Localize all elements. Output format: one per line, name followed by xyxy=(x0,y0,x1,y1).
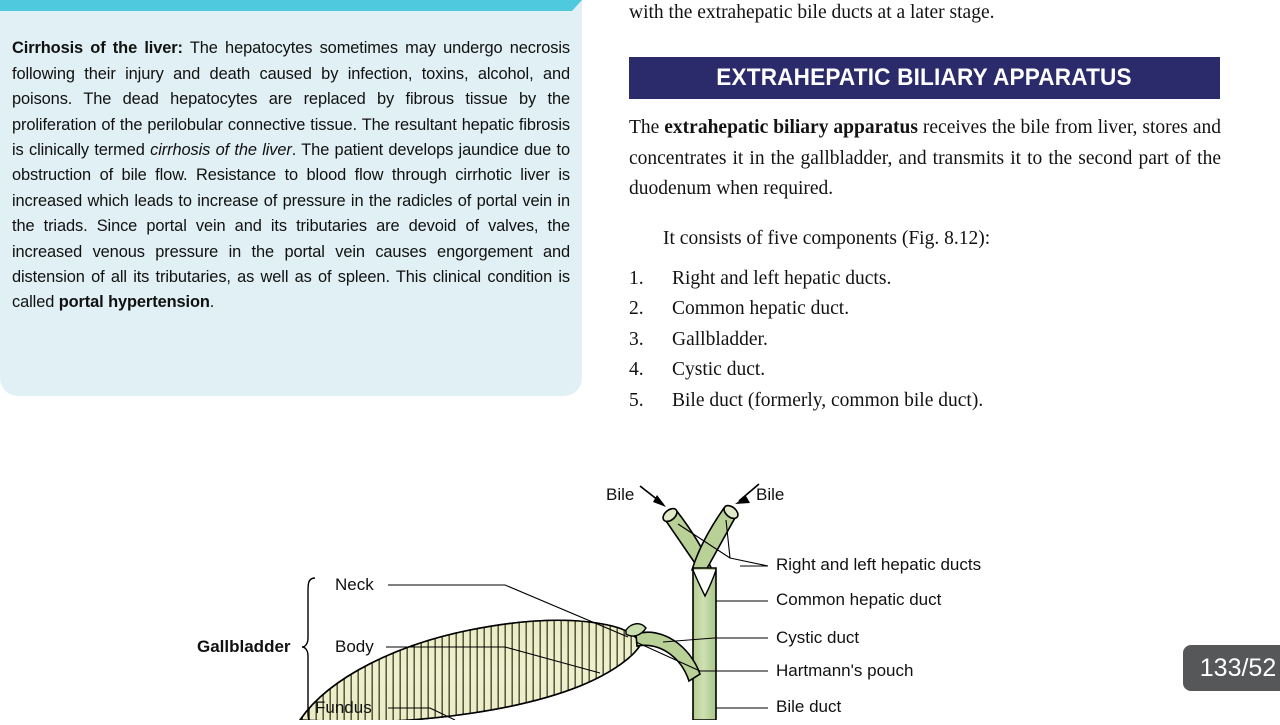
list-item-number: 3. xyxy=(629,328,644,350)
list-item xyxy=(629,294,1223,325)
figure-label-common-hepatic-duct: Common hepatic duct xyxy=(776,590,942,609)
figure-label-gallbladder-group: Gallbladder xyxy=(197,637,291,656)
continuation-line: with the extrahepatic bile ducts at a later stage. xyxy=(629,2,995,23)
intro-bold-term: extrahepatic biliary apparatus xyxy=(664,117,918,138)
clinical-note-body-3: . xyxy=(209,293,215,312)
gallbladder-brace xyxy=(302,578,315,720)
biliary-apparatus-figure xyxy=(0,430,1280,720)
list-item-label: Right and left hepatic ducts. xyxy=(672,267,892,289)
biliary-apparatus-svg xyxy=(0,430,1280,720)
list-item-number: 4. xyxy=(629,359,644,380)
section-header-banner xyxy=(629,57,1220,99)
page-number-badge[interactable] xyxy=(1183,645,1280,691)
clinical-note-bold-term-2: portal hypertension xyxy=(58,293,210,312)
figure-label-cystic-duct: Cystic duct xyxy=(776,628,860,647)
figure-label-right-and-left-hepatic-ducts: Right and left hepatic ducts xyxy=(776,555,982,574)
right-text-column xyxy=(629,0,1223,432)
list-item xyxy=(629,325,1223,356)
page-number-text: 133/52 xyxy=(1199,653,1277,682)
clinical-note-term: Cirrhosis of the liver: xyxy=(12,39,183,58)
list-item-number: 1. xyxy=(629,267,644,289)
list-item xyxy=(629,355,1223,386)
clinical-note-body-2: . The patient develops jaundice due to obstruction of bile flow. Resistance to blood flow through cirrhotic liver is increased which leads to increase of pressure in the radicles of portal vein in the triads. Since portal vein and its tributaries are devoid of valves, the increased venous pressure in the portal vein causes engorgement and distension of all its tributaries, as well as of spleen. This clinical condition is called xyxy=(12,141,571,312)
figure-label-bile-duct: Bile duct xyxy=(776,697,842,716)
clinical-note-body-1: The hepatocytes sometimes may undergo necrosis following their injury and death caused by infection, toxins, alcohol, and poisons. The dead hepatocytes are replaced by fibrous tissue by the proliferation of the perilobular connective tissue. The resultant hepatic fibrosis is clinically termed xyxy=(12,39,570,160)
figure-label-bile-right: Bile xyxy=(756,485,785,504)
figure-label-neck: Neck xyxy=(335,575,374,594)
list-item-number: 5. xyxy=(629,389,644,411)
intro-lead: The xyxy=(629,117,665,138)
consists-line: It consists of five components (Fig. 8.12): xyxy=(663,228,991,249)
intro-paragraph xyxy=(629,113,1221,205)
list-item-label: Common hepatic duct. xyxy=(672,298,850,319)
figure-label-body: Body xyxy=(335,637,374,656)
duct-tree xyxy=(626,503,740,720)
figure-label-hartmanns-pouch: Hartmann's pouch xyxy=(776,661,914,680)
components-list xyxy=(629,264,1223,417)
bile-arrow-left xyxy=(640,486,666,507)
figure-label-bile-left: Bile xyxy=(606,485,635,504)
list-item-label: Gallbladder. xyxy=(672,328,768,350)
clinical-note-italic-term: cirrhosis of the liver xyxy=(150,141,292,160)
clinical-note-box xyxy=(0,0,582,396)
figure-label-fundus: Fundus xyxy=(315,698,372,717)
list-item-label: Bile duct (formerly, common bile duct). xyxy=(672,389,984,411)
intro-rest: receives the bile from liver, stores and concentrates it in the gallbladder, and transmits it to the second part of the duodenum when required. xyxy=(629,117,1221,199)
section-header-title: EXTRAHEPATIC BILIARY APPARATUS xyxy=(716,64,1133,91)
clinical-note-text xyxy=(12,36,570,315)
list-item-number: 2. xyxy=(629,298,644,319)
list-item xyxy=(629,386,1223,417)
clinical-box-accent-bar xyxy=(0,0,582,11)
list-item xyxy=(629,264,1223,295)
list-item-label: Cystic duct. xyxy=(672,359,766,380)
